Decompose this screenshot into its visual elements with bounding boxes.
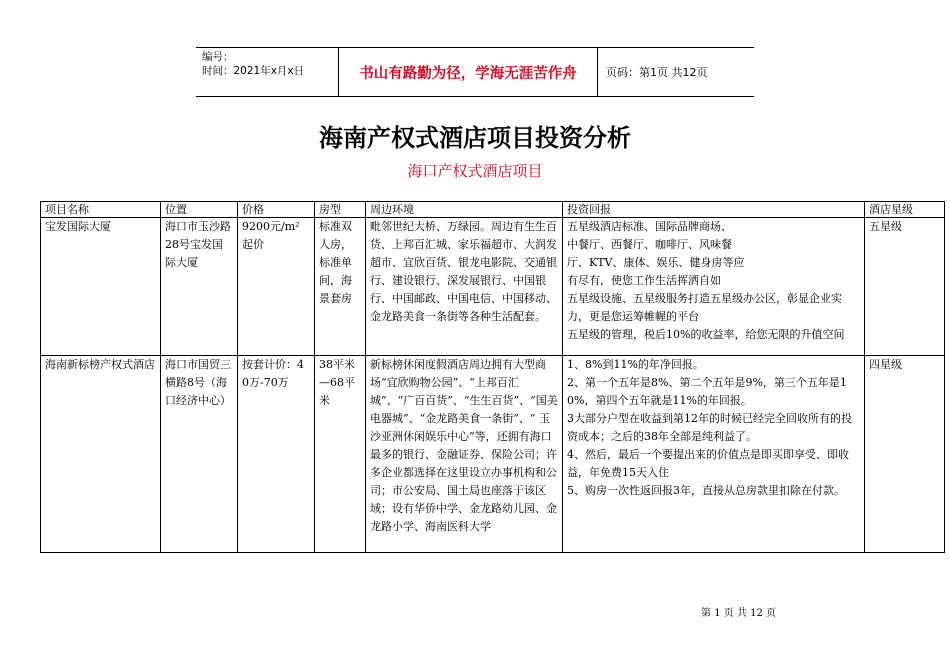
return-line: 厅、KTV、康体、娱乐、健身房等应	[567, 256, 745, 269]
header-meta	[196, 48, 339, 96]
project-star-rating: 四星级	[865, 356, 945, 553]
return-line: 五星级设施、五星级服务打造五星级办公区，彰显企业实力，更是您运筹帷幄的平台	[567, 292, 842, 323]
project-room-type: 38平米—68平米	[315, 356, 366, 553]
project-star-rating: 五星级	[865, 218, 945, 356]
project-location: 海口市国贸三横路8号（海口经济中心）	[161, 356, 238, 553]
table-row	[41, 356, 945, 553]
page-footer: 第 1 页 共 12 页	[701, 608, 776, 619]
column-header: 项目名称	[41, 202, 161, 218]
column-header: 房型	[315, 202, 366, 218]
table-row	[41, 218, 945, 356]
header-page-label: 页码：第1页 共12页	[606, 66, 708, 79]
column-header: 投资回报	[563, 202, 865, 218]
project-returns	[563, 218, 865, 356]
project-room-type: 标准双人房，标准单间，海景套房	[315, 218, 366, 356]
time-label: 时间：2021年x月x日	[202, 65, 305, 77]
return-line: 5、购房一次性返回报3年，直接从总房款里扣除在付款。	[567, 484, 845, 497]
document-subtitle: 海口产权式酒店项目	[407, 162, 543, 180]
serial-label: 编号：	[202, 51, 234, 63]
return-line: 2、第一个五年是8%、第二个五年是9%，第三个五年是10%，第四个五年就是11%的年回报。	[567, 376, 847, 407]
return-line: 4、然后，最后一个要提出来的价值点是即买即享受、即收益，年免费15天入住	[567, 448, 849, 479]
project-price: 9200元/m²起价	[238, 218, 315, 356]
return-line: 五星级的管理，税后10%的收益率，给您无限的升值空间	[567, 328, 845, 341]
column-header: 酒店星级	[865, 202, 945, 218]
return-line: 中餐厅、西餐厅、咖啡厅、风味餐	[567, 238, 732, 251]
return-line: 1、8%到11%的年净回报。	[567, 358, 704, 371]
page-header	[196, 47, 754, 97]
project-table	[40, 201, 945, 553]
return-line: 有尽有，使您工作生活挥洒自如	[567, 274, 721, 287]
column-header: 位置	[161, 202, 238, 218]
project-surroundings: 毗邻世纪大桥、万绿园。周边有生生百货、上邦百汇城、家乐福超市、大润发超市、宜欣百货、银龙电影院、交通银行、建设银行、深发展银行、中国银行、中国邮政、中国电信、中国移动、金龙路美食一条街等各种生活配套。	[366, 218, 563, 356]
project-name: 宝发国际大厦	[41, 218, 161, 356]
document-title: 海南产权式酒店项目投资分析	[319, 123, 631, 152]
header-motto: 书山有路勤为径，学海无涯苦作舟	[339, 48, 598, 96]
return-line: 五星级酒店标准、国际品牌商场、	[567, 220, 732, 233]
project-surroundings: 新标榜休闲度假酒店周边拥有大型商场“宜欣购物公园”、“上邦百汇城”、“广百百货”、“生生百货”、“国美电器城”、“金龙路美食一条街”、“ 玉沙亚洲休闲娱乐中心”等，还拥有海口最多的银行、金融证券、保险公司；许多企业都选择在这里设立办事机构和公司；市公安局、国土局也座落于该区域；设有华侨中学、金龙路幼儿园、金龙路小学、海南医科大学	[366, 356, 563, 553]
project-returns	[563, 356, 865, 553]
project-name: 海南新标榜产权式酒店	[41, 356, 161, 553]
column-header: 价格	[238, 202, 315, 218]
project-location: 海口市玉沙路28号宝发国际大厦	[161, 218, 238, 356]
table-header-row	[41, 202, 945, 218]
return-line: 3大部分户型在收益到第12年的时候已经完全回收所有的投资成本；之后的38年全部是纯利益了。	[567, 412, 852, 443]
column-header: 周边环境	[366, 202, 563, 218]
project-price: 按套计价：40万-70万	[238, 356, 315, 553]
